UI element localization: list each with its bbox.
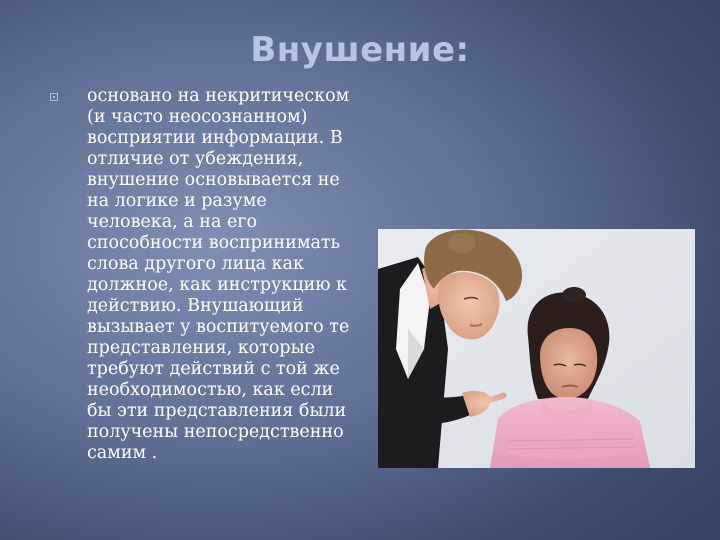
bullet-text: основано на некритическом (и часто неосознанном) восприятии информации. В отличие от убеждения, внушение основывается не на логике и разуме человека, а на его способности воспринимать слова другого лица как должное, как инструкцию к действию. Внушающий вызывает у воспитуемого те представления, которые требуют действий с той же необходимостью, как если бы эти представления были получены непосредственно самим . [87, 86, 350, 463]
bullet-square-icon [50, 93, 58, 101]
slide-title: Внушение: [250, 30, 470, 70]
photo-woman-scolding-girl [378, 229, 695, 468]
